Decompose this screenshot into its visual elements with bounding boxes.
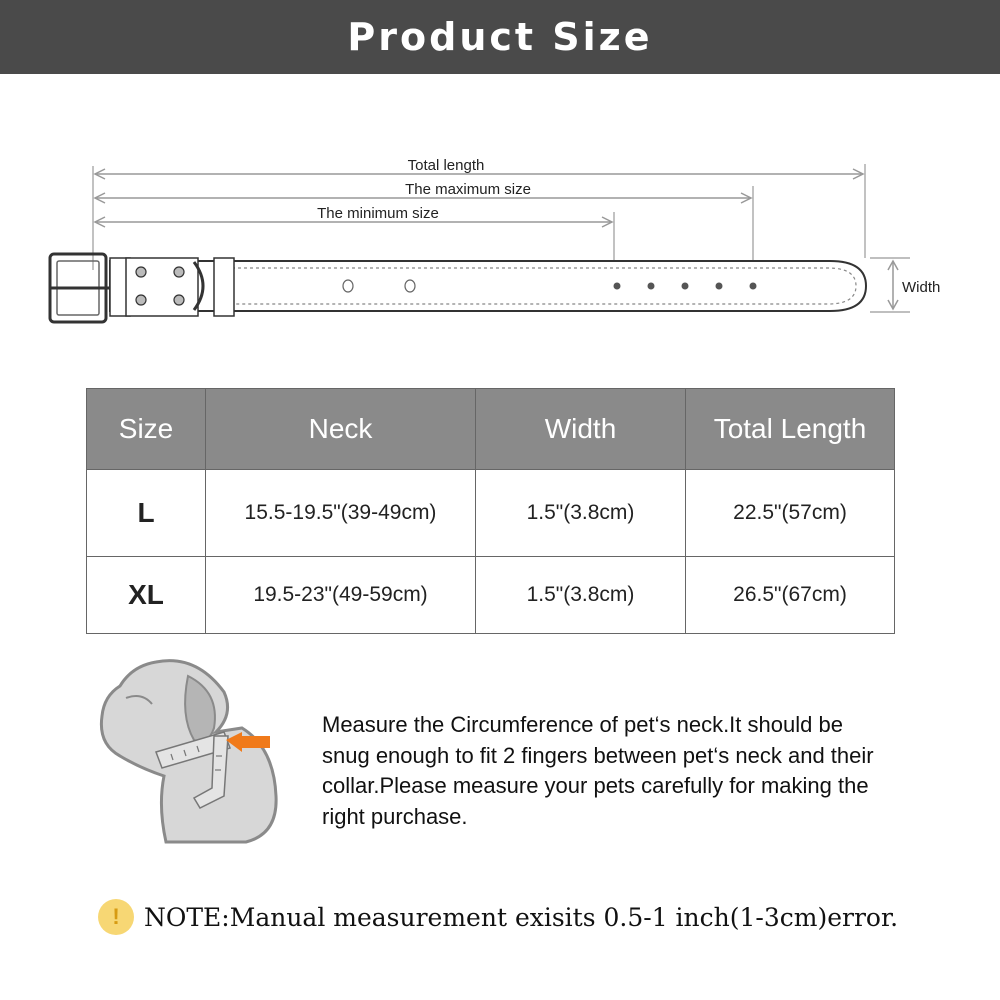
header-size: Size <box>87 389 206 470</box>
size-cell: L <box>87 470 206 557</box>
total-length-label: Total length <box>407 157 485 174</box>
header-width: Width <box>476 389 686 470</box>
header-neck: Neck <box>206 389 476 470</box>
neck-cell: 15.5-19.5"(39-49cm) <box>206 470 476 557</box>
minimum-size-label: The minimum size <box>317 205 439 222</box>
size-cell: XL <box>87 557 206 634</box>
header-total-length: Total Length <box>686 389 895 470</box>
total-length-cell: 22.5"(57cm) <box>686 470 895 557</box>
measurement-instructions: Measure the Circumference of pet‘s neck.It should be snug enough to fit 2 fingers between pet‘s neck and their collar.Please measure your pets carefully for making the right purchase. <box>322 712 874 829</box>
collar-dimension-diagram <box>0 140 1000 340</box>
banner <box>0 0 1000 74</box>
width-cell: 1.5"(3.8cm) <box>476 470 686 557</box>
table-row <box>87 470 895 557</box>
table-header-row <box>87 389 895 470</box>
warning-icon: ! <box>98 899 134 935</box>
note-text: NOTE:Manual measurement exisits 0.5-1 inch(1-3cm)error. <box>144 902 899 932</box>
size-chart-table <box>86 388 895 634</box>
width-label: Width <box>902 279 941 296</box>
maximum-size-label: The maximum size <box>405 181 531 198</box>
neck-cell: 19.5-23"(49-59cm) <box>206 557 476 634</box>
dog-neck-measure-illustration <box>96 656 296 846</box>
table-row <box>87 557 895 634</box>
total-length-cell: 26.5"(67cm) <box>686 557 895 634</box>
note <box>98 898 898 936</box>
page-title: Product Size <box>347 15 653 59</box>
width-cell: 1.5"(3.8cm) <box>476 557 686 634</box>
collar-illustration <box>50 254 866 322</box>
